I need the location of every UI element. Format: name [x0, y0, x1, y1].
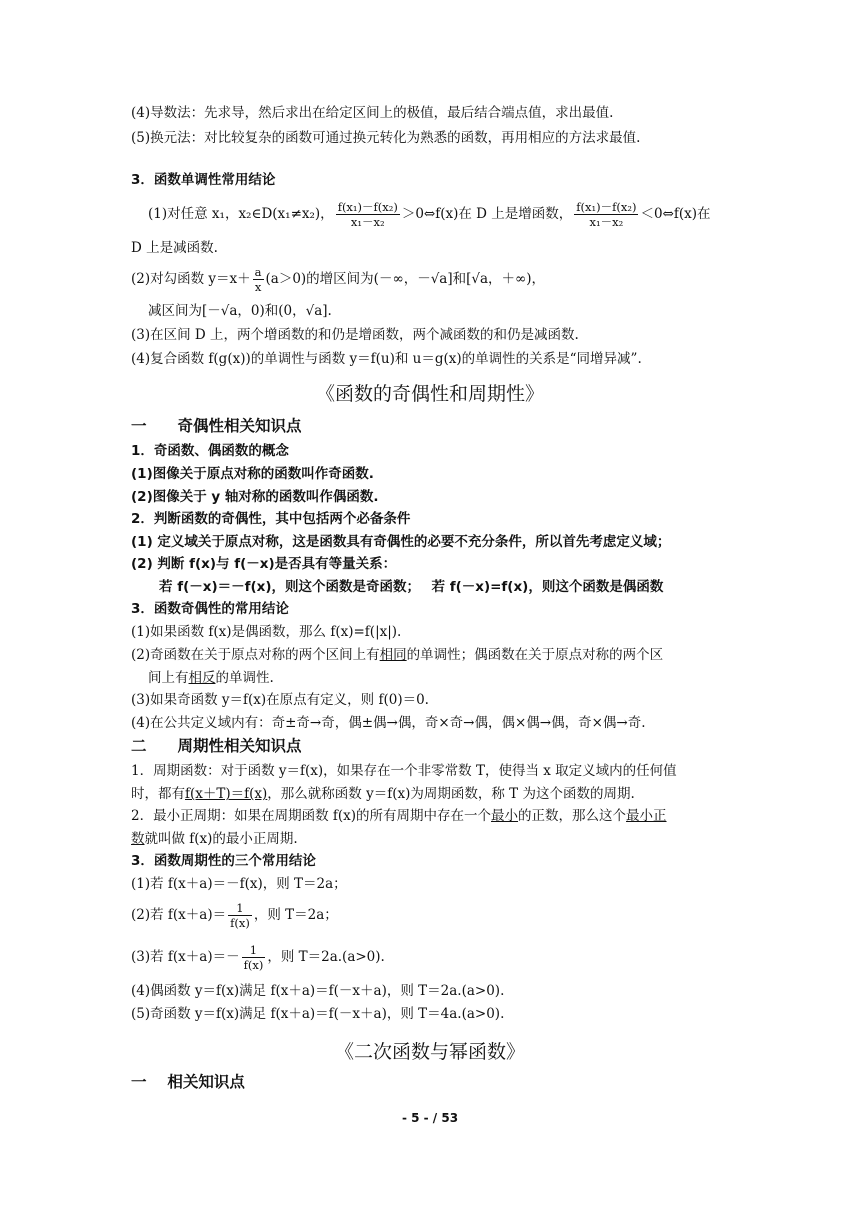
fraction	[242, 943, 266, 972]
fraction	[253, 265, 264, 294]
section-heading: 3．函数单调性常用结论	[131, 172, 276, 188]
text-line: (1) 定义域关于原点对称，这是函数具有奇偶性的必要不充分条件，所以首先考虑定义域；	[131, 534, 671, 550]
text-run: 时，都有	[131, 786, 185, 802]
subheading: 2．判断函数的奇偶性，其中包括两个必备条件	[131, 511, 411, 527]
text-run: (2)奇函数在关于原点对称的两个区间上有	[131, 647, 380, 663]
text-line: (1)图像关于原点对称的函数叫作奇函数.	[131, 466, 374, 482]
text-line: (4)在公共定义域内有：奇±奇→奇，偶±偶→偶，奇×奇→偶，偶×偶→偶，奇×偶→奇.	[131, 715, 646, 731]
text-run: (a＞0)的增区间为(－∞，－√a]和[√a，＋∞)，	[265, 271, 546, 287]
fraction-numerator: a	[254, 265, 262, 279]
monotonic-conclusion-1	[148, 196, 711, 232]
section-heading: 一 相关知识点	[131, 1073, 245, 1091]
text-run: ，则 T＝2a.(a>0).	[267, 949, 385, 965]
text-run: 间上有	[148, 670, 189, 686]
text-line: D 上是减函数.	[131, 240, 218, 256]
text-line	[131, 829, 298, 849]
text-line: (1)如果函数 f(x)是偶函数，那么 f(x)=f(|x|).	[131, 624, 402, 640]
section-heading: 二 周期性相关知识点	[131, 737, 302, 755]
text-line: (3)在区间 D 上，两个增函数的和仍是增函数，两个减函数的和仍是减函数.	[131, 327, 579, 343]
chapter-title: 《函数的奇偶性和周期性》	[315, 383, 544, 405]
text-line: (4)偶函数 y＝f(x)满足 f(x＋a)＝f(－x＋a)，则 T＝2a.(a>0).	[131, 983, 505, 999]
subheading: 1．奇函数、偶函数的概念	[131, 443, 289, 459]
text-run: (3)若 f(x＋a)＝－	[131, 949, 240, 965]
text-line: 1．周期函数：对于函数 y＝f(x)，如果存在一个非零常数 T，使得当 x 取定义域内的任何值	[131, 763, 677, 779]
fraction-denominator: x₁－x₂	[589, 215, 624, 229]
text-run: (2)若 f(x＋a)＝	[131, 907, 227, 923]
fraction-denominator: f(x)	[243, 958, 264, 972]
text-line: (5)奇函数 y＝f(x)满足 f(x＋a)＝f(－x＋a)，则 T＝4a.(a>0).	[131, 1006, 505, 1022]
text-line	[131, 645, 663, 665]
fraction-denominator: x	[254, 280, 262, 294]
text-line: (4)复合函数 f(g(x))的单调性与函数 y＝f(u)和 u＝g(x)的单调性的关系是“同增异减”.	[131, 351, 642, 367]
text-line: (3)如果奇函数 y＝f(x)在原点有定义，则 f(0)＝0.	[131, 692, 429, 708]
subheading: 3．函数奇偶性的常用结论	[131, 601, 289, 617]
fraction-numerator: f(x₁)－f(x₂)	[337, 200, 398, 214]
fraction	[336, 200, 400, 229]
text-run: 的单调性；偶函数在关于原点对称的两个区	[406, 647, 664, 663]
text-line: (1)若 f(x＋a)＝－f(x)，则 T＝2a；	[131, 876, 347, 892]
fraction	[228, 901, 252, 930]
underlined-term: 最小正	[626, 808, 667, 824]
chapter-title: 《二次函数与幂函数》	[334, 1041, 525, 1063]
underlined-term: 数	[131, 831, 145, 847]
fraction-denominator: x₁－x₂	[350, 215, 385, 229]
underlined-term: 相反	[188, 670, 216, 686]
underlined-term: 最小	[491, 808, 519, 824]
text-line: 若 f(－x)＝－f(x)，则这个函数是奇函数； 若 f(－x)=f(x)，则这个函数是偶函数	[159, 579, 664, 595]
text-line	[131, 806, 667, 826]
fraction-numerator: 1	[242, 943, 266, 958]
text-run: ，则 T＝2a；	[253, 907, 338, 923]
text-line: 减区间为[－√a，0)和(0，√a].	[148, 303, 332, 319]
text-line	[148, 668, 274, 688]
fraction-denominator: f(x)	[230, 916, 250, 930]
text-run: (1)对任意 x₁，x₂∈D(x₁≠x₂)，	[148, 206, 334, 222]
underlined-term: f(x＋T)＝f(x)	[185, 786, 268, 802]
period-rule-3	[131, 940, 385, 974]
text-run: 2．最小正周期：如果在周期函数 f(x)的所有周期中存在一个	[131, 808, 492, 824]
text-run: (2)对勾函数 y＝x＋	[131, 271, 251, 287]
text-line: (2) 判断 f(x)与 f(－x)是否具有等量关系：	[131, 556, 397, 572]
text-run: ＞0⇔f(x)在 D 上是增函数，	[401, 206, 573, 222]
text-run: ，那么就称函数 y＝f(x)为周期函数，称 T 为这个函数的周期.	[267, 786, 635, 802]
monotonic-conclusion-2	[131, 262, 545, 296]
fraction	[574, 200, 638, 229]
section-heading: 一 奇偶性相关知识点	[131, 417, 302, 435]
text-run: ＜0⇔f(x)在	[640, 206, 711, 222]
underlined-term: 相同	[379, 647, 407, 663]
page-number: - 5 - / 53	[401, 1111, 459, 1125]
text-run: 就叫做 f(x)的最小正周期.	[144, 831, 298, 847]
text-run: 的单调性.	[215, 670, 274, 686]
fraction-numerator: 1	[228, 901, 252, 916]
period-rule-2	[131, 898, 338, 932]
subheading: 3．函数周期性的三个常用结论	[131, 853, 316, 869]
text-line: (5)换元法：对比较复杂的函数可通过换元转化为熟悉的函数，再用相应的方法求最值.	[131, 130, 641, 146]
text-run: 的正数，那么这个	[518, 808, 627, 824]
text-line: (2)图像关于 y 轴对称的函数叫作偶函数.	[131, 489, 379, 505]
text-line: (4)导数法：先求导，然后求出在给定区间上的极值，最后结合端点值，求出最值.	[131, 105, 614, 121]
text-line	[131, 784, 635, 804]
fraction-numerator: f(x₁)－f(x₂)	[576, 200, 637, 214]
